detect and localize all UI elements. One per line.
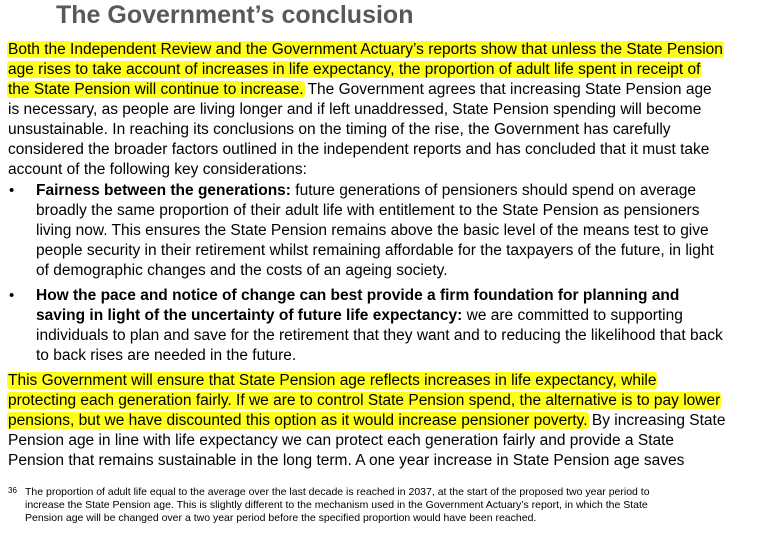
bullet-marker: •	[9, 287, 15, 304]
bullet1-line-4: people security in their retirement whilst remaining affordable for the taxpayers of the future, in light	[36, 242, 714, 259]
footnote-line-2: increase the State Pension age. This is slightly different to the mechanism used in the Government Actuary’s report, in which the State	[25, 499, 648, 511]
para2-line-2	[8, 391, 720, 411]
para1-line-7: account of the following key considerations:	[8, 161, 307, 178]
para2-line-4: Pension age in line with life expectancy we can protect each generation fairly and provide a State	[8, 432, 675, 449]
bullet1-line-3: living now. This ensures the State Pension remains above the basic level of the means test to give	[36, 222, 709, 239]
para1-line-2	[8, 60, 700, 80]
para2-line-3	[8, 411, 725, 431]
para1-line-3	[8, 80, 712, 100]
para1-line-4: is necessary, as people are living longer and if left unaddressed, State Pension spending will become	[8, 101, 702, 118]
bullet2-line-3: individuals to plan and save for the retirement that they want and to reducing the likelihood that back	[36, 327, 723, 344]
highlight: This Government will ensure that State Pension age reflects increases in life expectancy, while	[8, 372, 657, 389]
text-run: we are committed to supporting	[462, 307, 683, 324]
highlight: age rises to take account of increases in life expectancy, the proportion of adult life spent in receipt of	[8, 61, 701, 78]
bullet1-line-2: broadly the same proportion of their adult life with entitlement to the State Pension as pensioners	[36, 202, 700, 219]
bullet1-heading: Fairness between the generations:	[36, 182, 291, 199]
highlight: Both the Independent Review and the Government Actuary’s reports show that unless the State Pension	[8, 41, 723, 58]
bullet2-line-4: to back rises are needed in the future.	[36, 347, 297, 364]
footnote-line-3: Pension age will be changed over a two year period before the specified proportion would have been reached.	[25, 512, 537, 524]
footnote-line-1: The proportion of adult life equal to the average over the last decade is reached in 2037, at the start of the proposed two year period to	[25, 486, 650, 498]
highlight: pensions, but we have discounted this option as it would increase pensioner poverty.	[8, 412, 588, 429]
para1-line-6: considered the broader factors outlined in the independent reports and has concluded that it must take	[8, 141, 710, 158]
text-run: The Government agrees that increasing State Pension age	[303, 81, 712, 98]
para1-line-5: unsustainable. In reaching its conclusions on the timing of the rise, the Government has carefully	[8, 121, 671, 138]
bullet2-heading-line-1: How the pace and notice of change can best provide a firm foundation for planning and	[36, 287, 680, 304]
text-run: By increasing State	[587, 412, 726, 429]
section-title: The Government’s conclusion	[56, 1, 414, 29]
para2-line-1	[8, 371, 656, 391]
bullet2-heading: saving in light of the uncertainty of future life expectancy:	[36, 307, 463, 324]
highlight: protecting each generation fairly. If we are to control State Pension spend, the alternative is to pay lower	[8, 392, 721, 409]
para1-line-1	[8, 40, 723, 60]
bullet1-line-1	[36, 181, 696, 201]
footnote-number: 36	[8, 486, 17, 495]
para2-line-5: Pension that remains sustainable in the long term. A one year increase in State Pension age saves	[8, 452, 685, 469]
text-run: future generations of pensioners should spend on average	[290, 182, 696, 199]
bullet1-line-5: of demographic changes and the costs of an ageing society.	[36, 262, 448, 279]
highlight: the State Pension will continue to increase.	[8, 81, 304, 98]
bullet-marker: •	[9, 182, 15, 199]
bullet2-line-2	[36, 306, 683, 326]
